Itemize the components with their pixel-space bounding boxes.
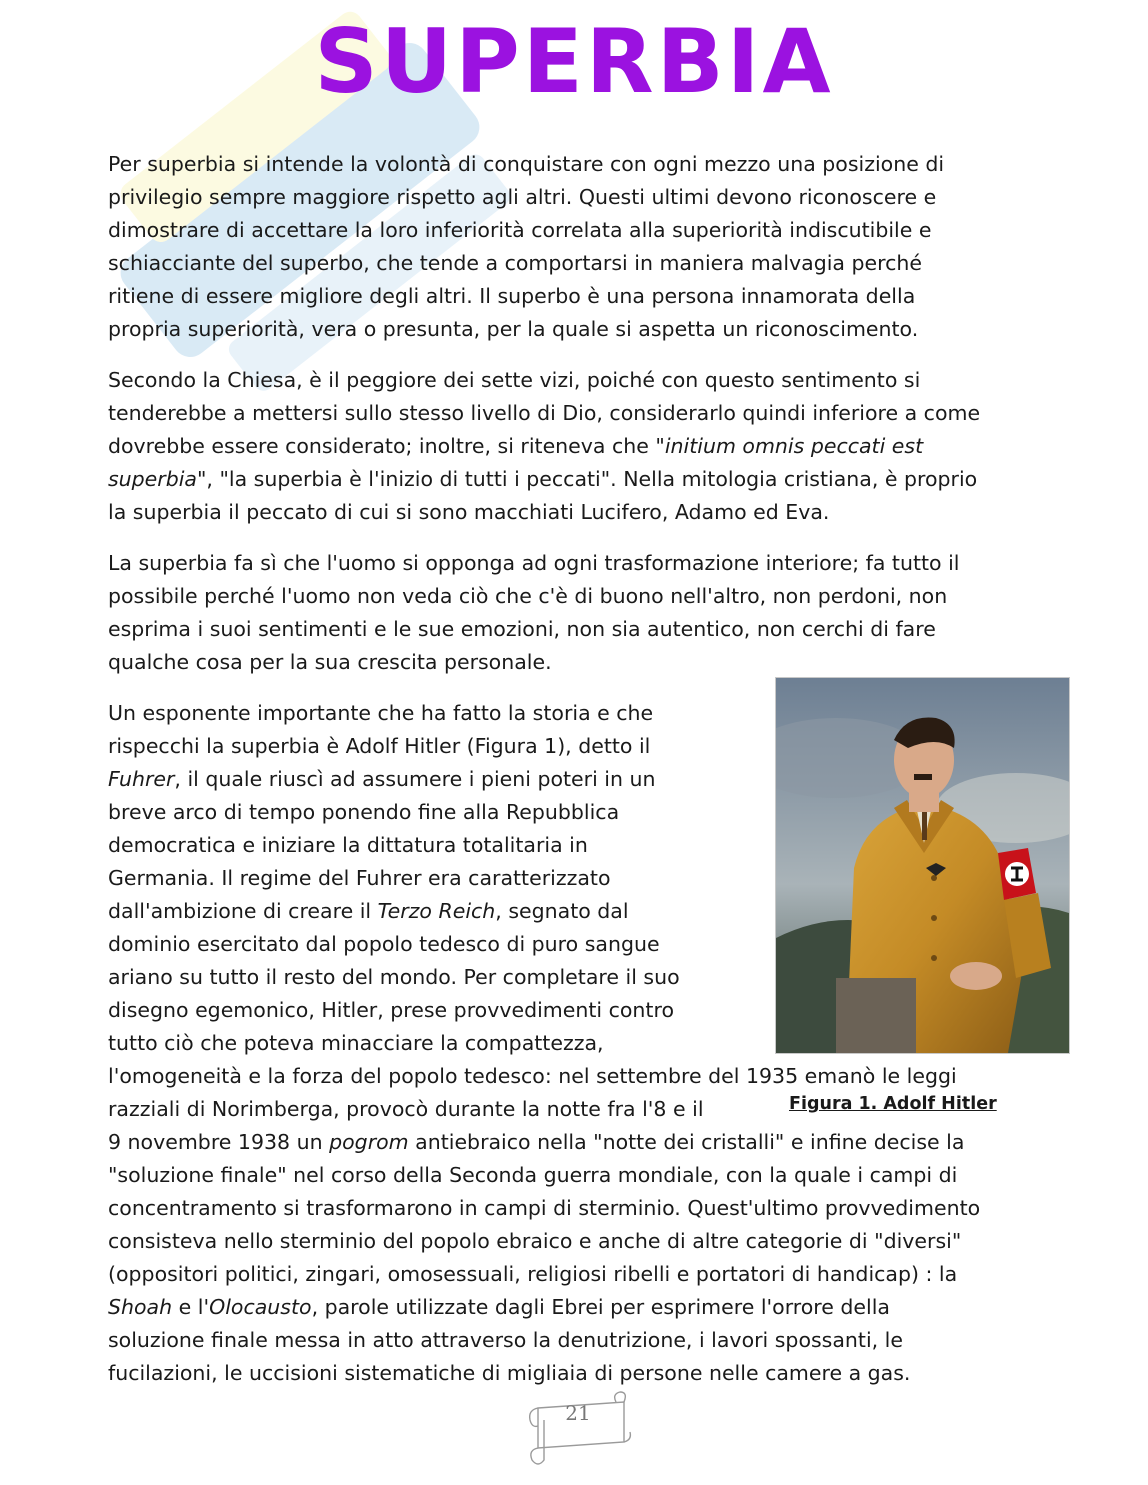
text-line: privilegio sempre maggiore rispetto agli altri. Questi ultimi devono riconoscere e [108, 185, 937, 209]
latin-quote-end: superbia [108, 467, 197, 491]
text-line: consisteva nello sterminio del popolo ebraico e anche di altre categorie di "diversi" [108, 1229, 962, 1253]
text-segment: , il quale riuscì ad assumere i pieni poteri in un [174, 767, 656, 791]
text-line: tutto ciò che poteva minacciare la compattezza, [108, 1031, 604, 1055]
text-line: ariano su tutto il resto del mondo. Per completare il suo [108, 965, 680, 989]
text-line: possibile perché l'uomo non veda ciò che c'è di buono nell'altro, non perdoni, non [108, 584, 948, 608]
text-segment: dall'ambizione di creare il [108, 899, 378, 923]
text-line: l'omogeneità e la forza del popolo tedesco: nel settembre del 1935 emanò le leggi [108, 1064, 957, 1088]
portrait-image [776, 678, 1069, 1053]
text-line: Un esponente importante che ha fatto la storia e che [108, 701, 654, 725]
text-line: la superbia il peccato di cui si sono macchiati Lucifero, Adamo ed Eva. [108, 500, 830, 524]
text-line: concentramento si trasformarono in campi di sterminio. Quest'ultimo provvedimento [108, 1196, 981, 1220]
text-line: propria superiorità, vera o presunta, per la quale si aspetta un riconoscimento. [108, 317, 919, 341]
text-segment: , parole utilizzate dagli Ebrei per esprimere l'orrore della [311, 1295, 890, 1319]
text-line: qualche cosa per la sua crescita personale. [108, 650, 552, 674]
text-line [108, 463, 1068, 496]
text-line [108, 430, 1068, 463]
paragraph-2 [108, 364, 1068, 529]
text-segment: ", "la superbia è l'inizio di tutti i peccati". Nella mitologia cristiana, è proprio [197, 467, 978, 491]
text-line [108, 1291, 1068, 1324]
text-line: breve arco di tempo ponendo fine alla Repubblica [108, 800, 620, 824]
text-line: disegno egemonico, Hitler, prese provvedimenti contro [108, 998, 674, 1022]
text-line: dimostrare di accettare la loro inferiorità correlata alla superiorità indiscutibile e [108, 218, 932, 242]
page-number: 21 [565, 1401, 591, 1425]
text-line [108, 1126, 1068, 1159]
italic-term: Shoah [108, 1295, 173, 1319]
page-number-scroll [524, 1390, 632, 1470]
italic-term: pogrom [329, 1130, 409, 1154]
text-line: Secondo la Chiesa, è il peggiore dei sette vizi, poiché con questo sentimento si [108, 368, 921, 392]
text-line: tenderebbe a mettersi sullo stesso livello di Dio, considerarlo quindi inferiore a come [108, 401, 981, 425]
figure-caption: Figura 1. Adolf Hitler [789, 1094, 997, 1114]
page-title: SUPERBIA [314, 10, 834, 113]
text-line: (oppositori politici, zingari, omosessuali, religiosi ribelli e portatori di handicap) : la [108, 1262, 958, 1286]
text-segment: dovrebbe essere considerato; inoltre, si riteneva che " [108, 434, 665, 458]
text-line: ritiene di essere migliore degli altri. Il superbo è una persona innamorata della [108, 284, 916, 308]
text-line: soluzione finale messa in atto attraverso la denutrizione, i lavori spossanti, le [108, 1328, 903, 1352]
figure-portrait [775, 677, 1070, 1054]
italic-term: Terzo Reich [377, 899, 496, 923]
text-line: Per superbia si intende la volontà di conquistare con ogni mezzo una posizione di [108, 152, 945, 176]
text-line: razziali di Norimberga, provocò durante la notte fra l'8 e il [108, 1097, 704, 1121]
text-line: democratica e iniziare la dittatura totalitaria in [108, 833, 588, 857]
text-line: esprima i suoi sentimenti e le sue emozioni, non sia autentico, non cerchi di fare [108, 617, 936, 641]
text-line: schiacciante del superbo, che tende a comportarsi in maniera malvagia perché [108, 251, 922, 275]
italic-term: Olocausto [209, 1295, 312, 1319]
text-segment: antiebraico nella "notte dei cristalli" e infine decise la [408, 1130, 965, 1154]
text-line: La superbia fa sì che l'uomo si opponga ad ogni trasformazione interiore; fa tutto il [108, 551, 960, 575]
latin-quote: initium omnis peccati est [664, 434, 924, 458]
text-segment: , segnato dal [495, 899, 629, 923]
text-segment: 9 novembre 1938 un [108, 1130, 330, 1154]
italic-term: Fuhrer [108, 767, 175, 791]
paragraph-1 [108, 148, 1068, 346]
text-line: "soluzione finale" nel corso della Seconda guerra mondiale, con la quale i campi di [108, 1163, 958, 1187]
text-line: fucilazioni, le uccisioni sistematiche di migliaia di persone nelle camere a gas. [108, 1361, 911, 1385]
text-line: rispecchi la superbia è Adolf Hitler (Figura 1), detto il [108, 734, 651, 758]
text-line: Germania. Il regime del Fuhrer era caratterizzato [108, 866, 611, 890]
text-segment: e l' [172, 1295, 210, 1319]
paragraph-3 [108, 547, 1068, 679]
text-line: dominio esercitato dal popolo tedesco di puro sangue [108, 932, 660, 956]
